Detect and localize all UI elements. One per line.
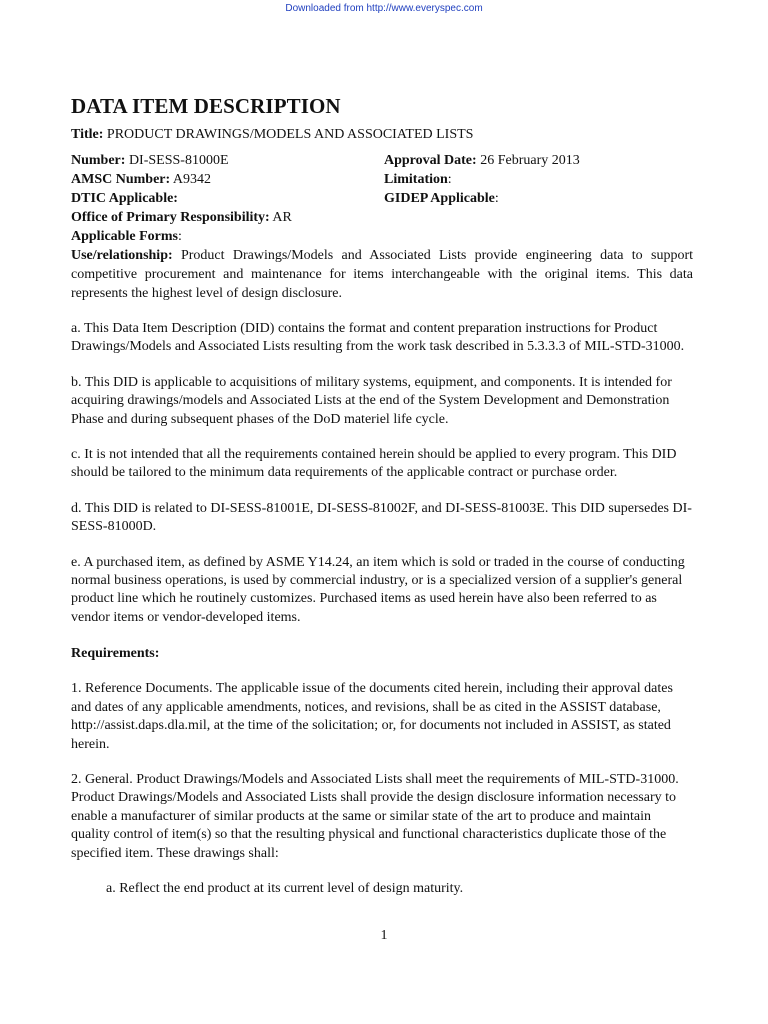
- download-source-link[interactable]: Downloaded from http://www.everyspec.com: [285, 3, 483, 14]
- forms-label: Applicable Forms: [71, 229, 178, 244]
- use-label: Use/relationship:: [71, 248, 173, 263]
- paragraph-e: e. A purchased item, as defined by ASME Y14.24, an item which is sold or traded in the course of conducting normal business operations, is used by commercial industry, or is a specialized version of a supplier's general product line which he routinely customizes. Purchased items as used herein have also been referred to as vendor items or vendor-developed items.: [71, 554, 685, 625]
- opr-label: Office of Primary Responsibility:: [71, 210, 270, 225]
- dtic-label: DTIC Applicable:: [71, 191, 178, 206]
- meta-row-number: [71, 151, 693, 170]
- metadata-block: [71, 151, 693, 246]
- requirement-1: 1. Reference Documents. The applicable issue of the documents cited herein, including their approval dates and dates of any applicable amendments, notices, and revisions, shall be as cited in the ASSIST database, http://assist.daps.dla.mil, at the time of the solicitation; or, for documents not included in ASSIST, as stated herein.: [71, 681, 673, 752]
- gidep-value: :: [494, 191, 499, 206]
- meta-row-amsc: [71, 170, 693, 189]
- title-label: Title:: [71, 127, 104, 142]
- amsc-label: AMSC Number:: [71, 172, 171, 187]
- meta-row-forms: [71, 227, 693, 246]
- use-relationship-paragraph: [71, 246, 693, 303]
- requirement-2: 2. General. Product Drawings/Models and Associated Lists shall meet the requirements of MIL-STD-31000. Product Drawings/Models and Associated Lists shall provide the design disclosure information necessary to enable a manufacturer of similar products at the same or similar state of the art to produce and maintain quality control of item(s) so that the resulting physical and functional characteristics duplicate those of the specified item. These drawings shall:: [71, 771, 679, 861]
- title-value: PRODUCT DRAWINGS/MODELS AND ASSOCIATED LISTS: [106, 127, 474, 142]
- requirements-heading: Requirements:: [71, 646, 160, 662]
- limitation-label: Limitation: [384, 172, 448, 187]
- paragraph-d: d. This DID is related to DI-SESS-81001E, DI-SESS-81002F, and DI-SESS-81003E. This DID supersedes DI-SESS-81000D.: [71, 500, 692, 535]
- opr-value: AR: [272, 210, 292, 225]
- use-text: Product Drawings/Models and Associated Lists provide engineering data to support competitive procurement and maintenance for items interchangeable with the original items. This data represents the highest level of design disclosure.: [71, 248, 694, 301]
- limitation-value: :: [447, 172, 452, 187]
- approval-date-value: 26 February 2013: [480, 153, 580, 168]
- requirement-2a: a. Reflect the end product at its current level of design maturity.: [106, 880, 464, 896]
- paragraph-a: a. This Data Item Description (DID) contains the format and content preparation instructions for Product Drawings/Models and Associated Lists resulting from the work task described in 5.3.3.3 of MIL-STD-31000.: [71, 321, 685, 355]
- number-label: Number:: [71, 153, 126, 168]
- meta-row-dtic: [71, 189, 693, 208]
- title-line: [71, 125, 693, 144]
- forms-value: :: [177, 229, 182, 244]
- number-value: DI-SESS-81000E: [128, 153, 229, 168]
- paragraph-b: b. This DID is applicable to acquisitions of military systems, equipment, and components. It is intended for acquiring drawings/models and Associated Lists at the end of the System Development and Demonstration Phase and during subsequent phases of the DoD materiel life cycle.: [71, 374, 672, 427]
- paragraph-c: c. It is not intended that all the requirements contained herein should be applied to every program. This DID should be tailored to the minimum data requirements of the applicable contract or purchase order.: [71, 447, 677, 481]
- document-page: [71, 92, 693, 898]
- gidep-label: GIDEP Applicable: [384, 191, 495, 206]
- page-number: 1: [380, 928, 388, 943]
- meta-row-opr: [71, 208, 693, 227]
- document-heading: DATA ITEM DESCRIPTION: [71, 94, 341, 118]
- amsc-value: A9342: [172, 172, 212, 187]
- approval-date-label: Approval Date:: [384, 153, 477, 168]
